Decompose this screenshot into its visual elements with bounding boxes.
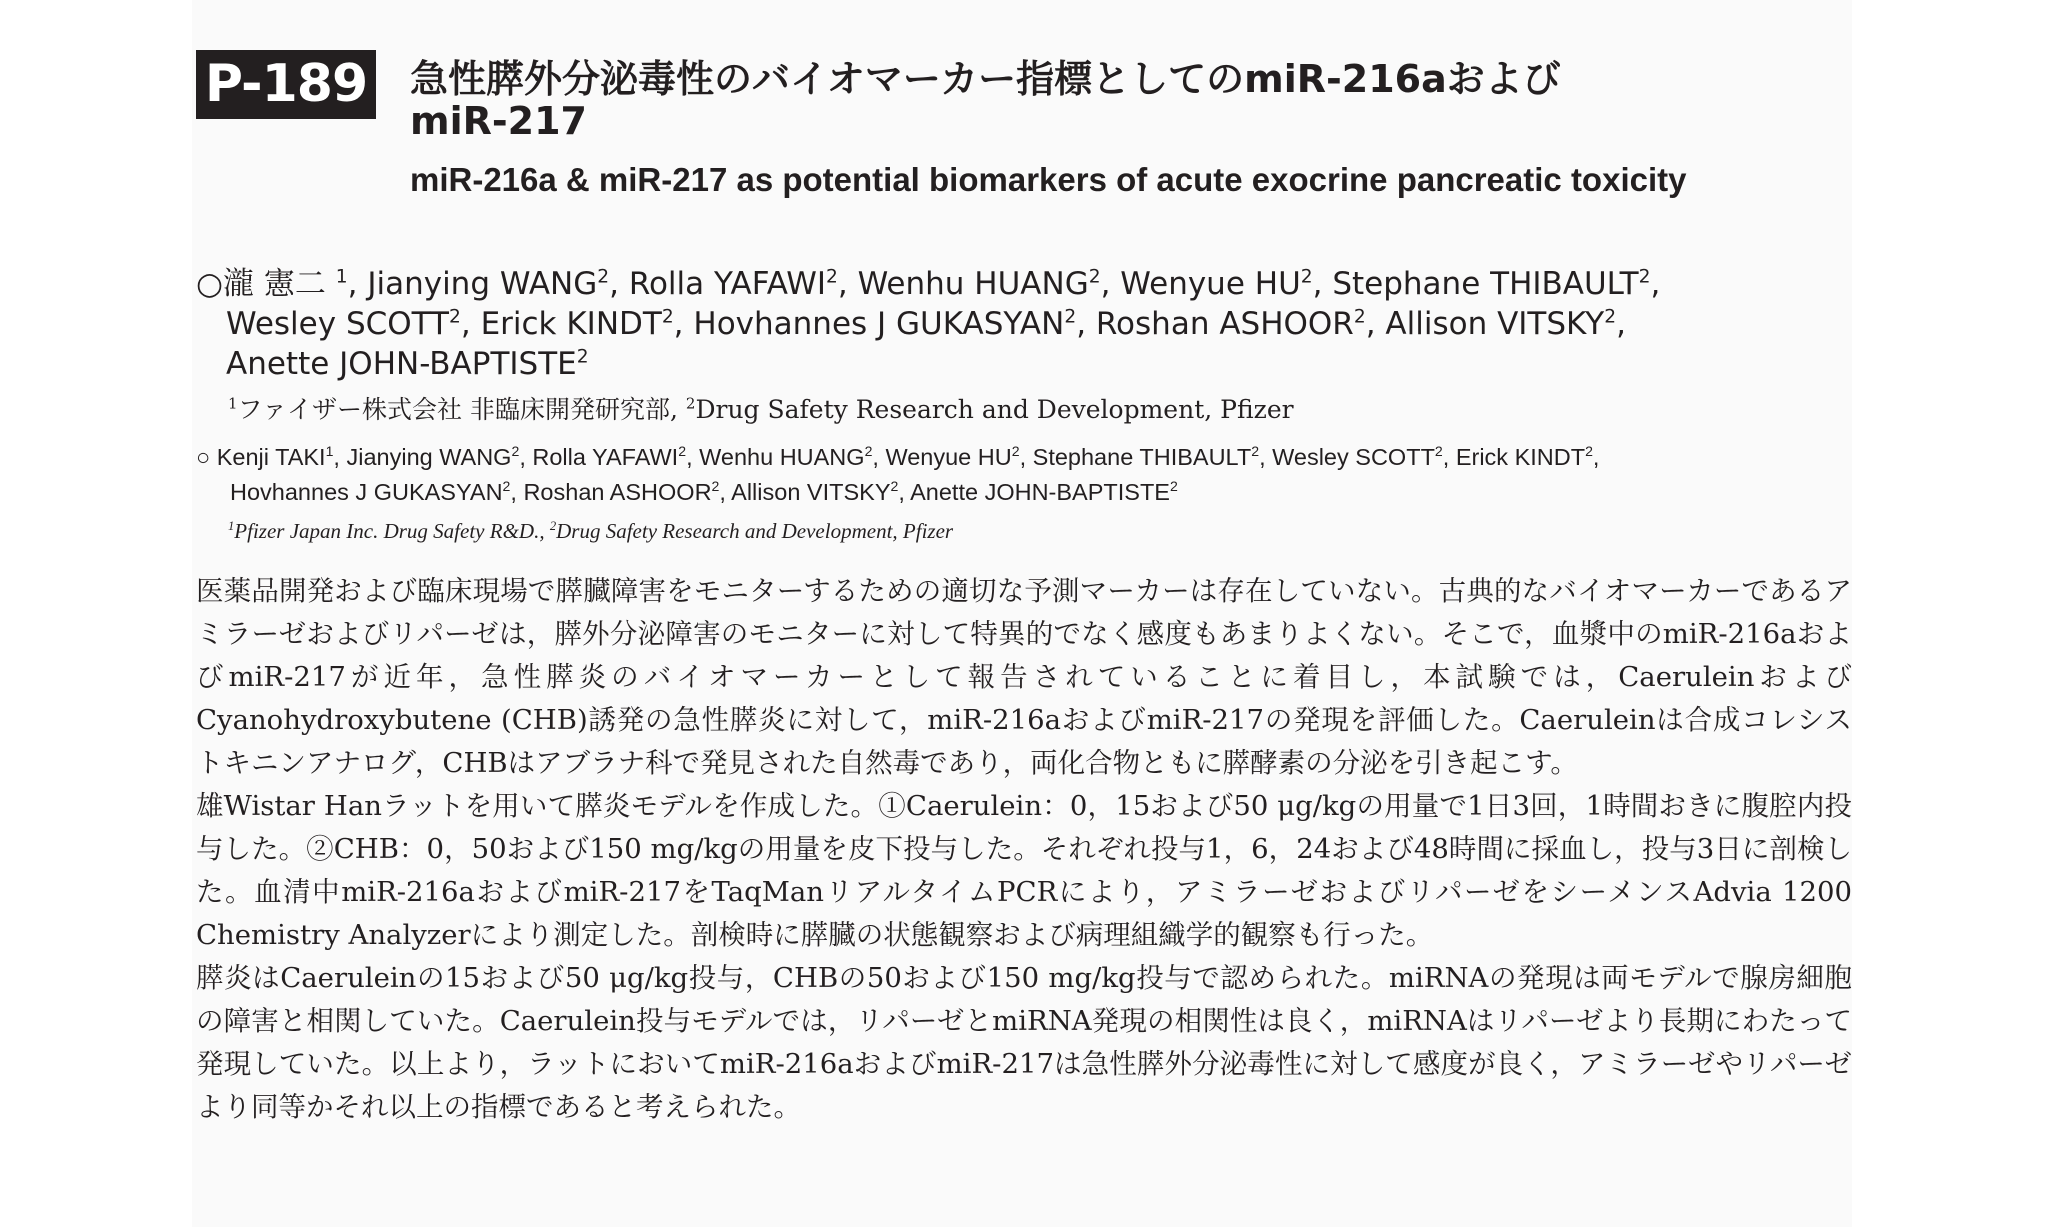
author-separator: , [1650, 266, 1661, 302]
author-separator: , [1592, 444, 1600, 470]
author-affiliation-marker: 2 [826, 266, 838, 288]
author-separator: , [673, 306, 694, 342]
author-affiliation-marker: 2 [678, 443, 687, 460]
author-name: Hovhannes J GUKASYAN [693, 306, 1065, 342]
author-name: ○瀧 憲二 [196, 266, 336, 302]
author-name: Roshan ASHOOR [1095, 306, 1354, 342]
authors-japanese [196, 264, 1856, 384]
author-separator: , [1019, 444, 1033, 470]
author-affiliation-marker: 2 [1011, 443, 1020, 460]
authors-english [196, 440, 1856, 510]
author-affiliation-marker: 2 [576, 346, 589, 368]
affiliations-english [228, 516, 1828, 546]
affiliation-marker: 1 [228, 394, 238, 413]
author-name: Stephane THIBAULT [1032, 444, 1252, 470]
affiliation-2: Drug Safety Research and Development, Pfizer [695, 395, 1294, 424]
author-name: Wenhu HUANG [699, 444, 865, 470]
author-name: Rolla YAFAWI [628, 266, 827, 302]
author-separator: , [1259, 444, 1273, 470]
abstract-paragraph-results: 膵炎はCaeruleinの15および50 μg/kg投与，CHBの50および150 mg/kg投与で認められた。miRNAの発現は両モデルで腺房細胞の障害と相関していた。Caerulein投与モデルでは，リパーゼとmiRNA発現の相関性は良く，miRNAはリパーゼより長期にわたって発現していた。以上より，ラットにおいてmiR-216aおよびmiR-217は急性膵外分泌毒性に対して感度が良く，アミラーゼやリパーゼより同等かそれ以上の指標であると考えられた。 [196, 962, 1852, 1123]
author-affiliation-marker: 2 [449, 306, 461, 328]
author-affiliation-marker: 2 [890, 478, 899, 495]
author-separator: , [460, 306, 481, 342]
abstract-paragraph-methods: 雄Wistar Hanラットを用いて膵炎モデルを作成した。①Caerulein：0，15および50 μg/kgの用量で1日3回，1時間おきに腹腔内投与した。②CHB：0，50および150 mg/kgの用量を皮下投与した。それぞれ投与1，6，24および48時間に採血し，投与3日に剖検した。血清中miR-216aおよびmiR-217をTaqManリアルタイムPCRにより，アミラーゼおよびリパーゼをシーメンスAdvia 1200 Chemistry Analyzerにより測定した。剖検時に膵臓の状態観察および病理組織学的観察も行った。 [196, 790, 1852, 951]
author-affiliation-marker: 1 [335, 266, 348, 288]
author-line-en-2 [196, 475, 1856, 510]
author-separator: , [1442, 444, 1456, 470]
author-affiliation-marker: 2 [1585, 443, 1593, 460]
affiliation-marker: 1 [228, 519, 235, 533]
author-name: Hovhannes J GUKASYAN [230, 479, 503, 505]
author-name: ○ Kenji TAKI [196, 444, 326, 470]
author-separator: , [686, 444, 700, 470]
abstract-body [196, 570, 1852, 1129]
author-name: Wesley SCOTT [226, 306, 449, 342]
affiliations-japanese [228, 394, 1828, 426]
author-name: Wesley SCOTT [1272, 444, 1435, 470]
title-japanese-line-1: 急性膵外分泌毒性のバイオマーカー指標としてのmiR-216aおよび [410, 57, 1561, 101]
author-separator: , [609, 266, 629, 302]
author-name: Allison VITSKY [731, 479, 891, 505]
author-name: Wenyue HU [1120, 266, 1301, 302]
author-affiliation-marker: 2 [502, 478, 511, 495]
author-name: Anette JOHN-BAPTISTE [910, 479, 1170, 505]
author-separator: , [837, 266, 858, 302]
author-line-3 [196, 344, 1856, 384]
abstract-id-badge: P-189 [196, 50, 376, 119]
author-name: Jianying WANG [346, 444, 512, 470]
author-separator: , [1312, 266, 1333, 302]
author-line-2 [196, 304, 1856, 344]
author-name: Allison VITSKY [1385, 306, 1605, 342]
author-separator: , [719, 479, 732, 505]
author-affiliation-marker: 2 [1064, 306, 1077, 328]
affiliation-marker: 2 [549, 519, 557, 533]
author-affiliation-marker: 2 [864, 443, 873, 460]
affiliation-1: ファイザー株式会社 非臨床開発研究部 [237, 395, 670, 424]
author-separator: , [1076, 306, 1096, 342]
author-affiliation-marker: 2 [1088, 266, 1101, 288]
author-separator: , [510, 479, 524, 505]
author-name: Erick KINDT [480, 306, 662, 342]
author-separator: , [519, 444, 533, 470]
author-line-en-1 [196, 440, 1856, 475]
author-name: Rolla YAFAWI [532, 444, 679, 470]
author-name: Erick KINDT [1455, 444, 1586, 470]
author-separator: , [1365, 306, 1386, 342]
author-name: Jianying WANG [367, 266, 598, 302]
abstract-paragraph-background: 医薬品開発および臨床現場で膵臓障害をモニターするための適切な予測マーカーは存在していない。古典的なバイオマーカーであるアミラーゼおよびリパーゼは，膵外分泌障害のモニターに対して特異的でなく感度もあまりよくない。そこで，血漿中のmiR-216aおよびmiR-217が近年，急性膵炎のバイオマーカーとして報告されていることに着目し，本試験では，CaeruleinおよびCyanohydroxybutene (CHB)誘発の急性膵炎に対して，miR-216aおよびmiR-217の発現を評価した。Caeruleinは合成コレシストキニンアナログ，CHBはアブラナ科で発見された自然毒であり，両化合物ともに膵酵素の分泌を引き起こす。 [196, 575, 1852, 779]
author-affiliation-marker: 2 [1434, 443, 1443, 460]
author-affiliation-marker: 2 [1170, 478, 1178, 495]
author-separator: , [1100, 266, 1121, 302]
author-separator: , [898, 479, 911, 505]
author-affiliation-marker: 2 [661, 306, 674, 328]
author-name: Wenhu HUANG [857, 266, 1089, 302]
author-affiliation-marker: 2 [711, 478, 720, 495]
author-name: Stephane THIBAULT [1332, 266, 1639, 302]
author-separator: , [872, 444, 886, 470]
affiliation-separator: , [539, 519, 550, 543]
author-affiliation-marker: 2 [1604, 306, 1617, 328]
author-separator: , [333, 444, 347, 470]
title-english: miR-216a & miR-217 as potential biomarkers of acute exocrine pancreatic toxicity [410, 161, 1687, 198]
author-affiliation-marker: 2 [1251, 443, 1260, 460]
title-japanese [410, 58, 1830, 142]
author-name: Roshan ASHOOR [523, 479, 712, 505]
author-affiliation-marker: 2 [511, 443, 520, 460]
author-affiliation-marker: 1 [325, 443, 334, 460]
author-separator: , [1616, 306, 1626, 342]
author-affiliation-marker: 2 [597, 266, 610, 288]
author-affiliation-marker: 2 [1300, 266, 1313, 288]
author-affiliation-marker: 2 [1638, 266, 1651, 288]
affiliation-separator: , [670, 395, 686, 424]
affiliation-1: Pfizer Japan Inc. Drug Safety R&D. [234, 519, 540, 543]
affiliation-marker: 2 [685, 394, 696, 413]
author-name: Wenyue HU [885, 444, 1012, 470]
author-name: Anette JOHN-BAPTISTE [226, 346, 577, 382]
author-line-1 [196, 264, 1856, 304]
affiliation-2: Drug Safety Research and Development, Pfizer [556, 519, 954, 543]
author-separator: , [347, 266, 368, 302]
author-affiliation-marker: 2 [1353, 306, 1366, 328]
title-japanese-line-2: miR-217 [410, 99, 587, 143]
